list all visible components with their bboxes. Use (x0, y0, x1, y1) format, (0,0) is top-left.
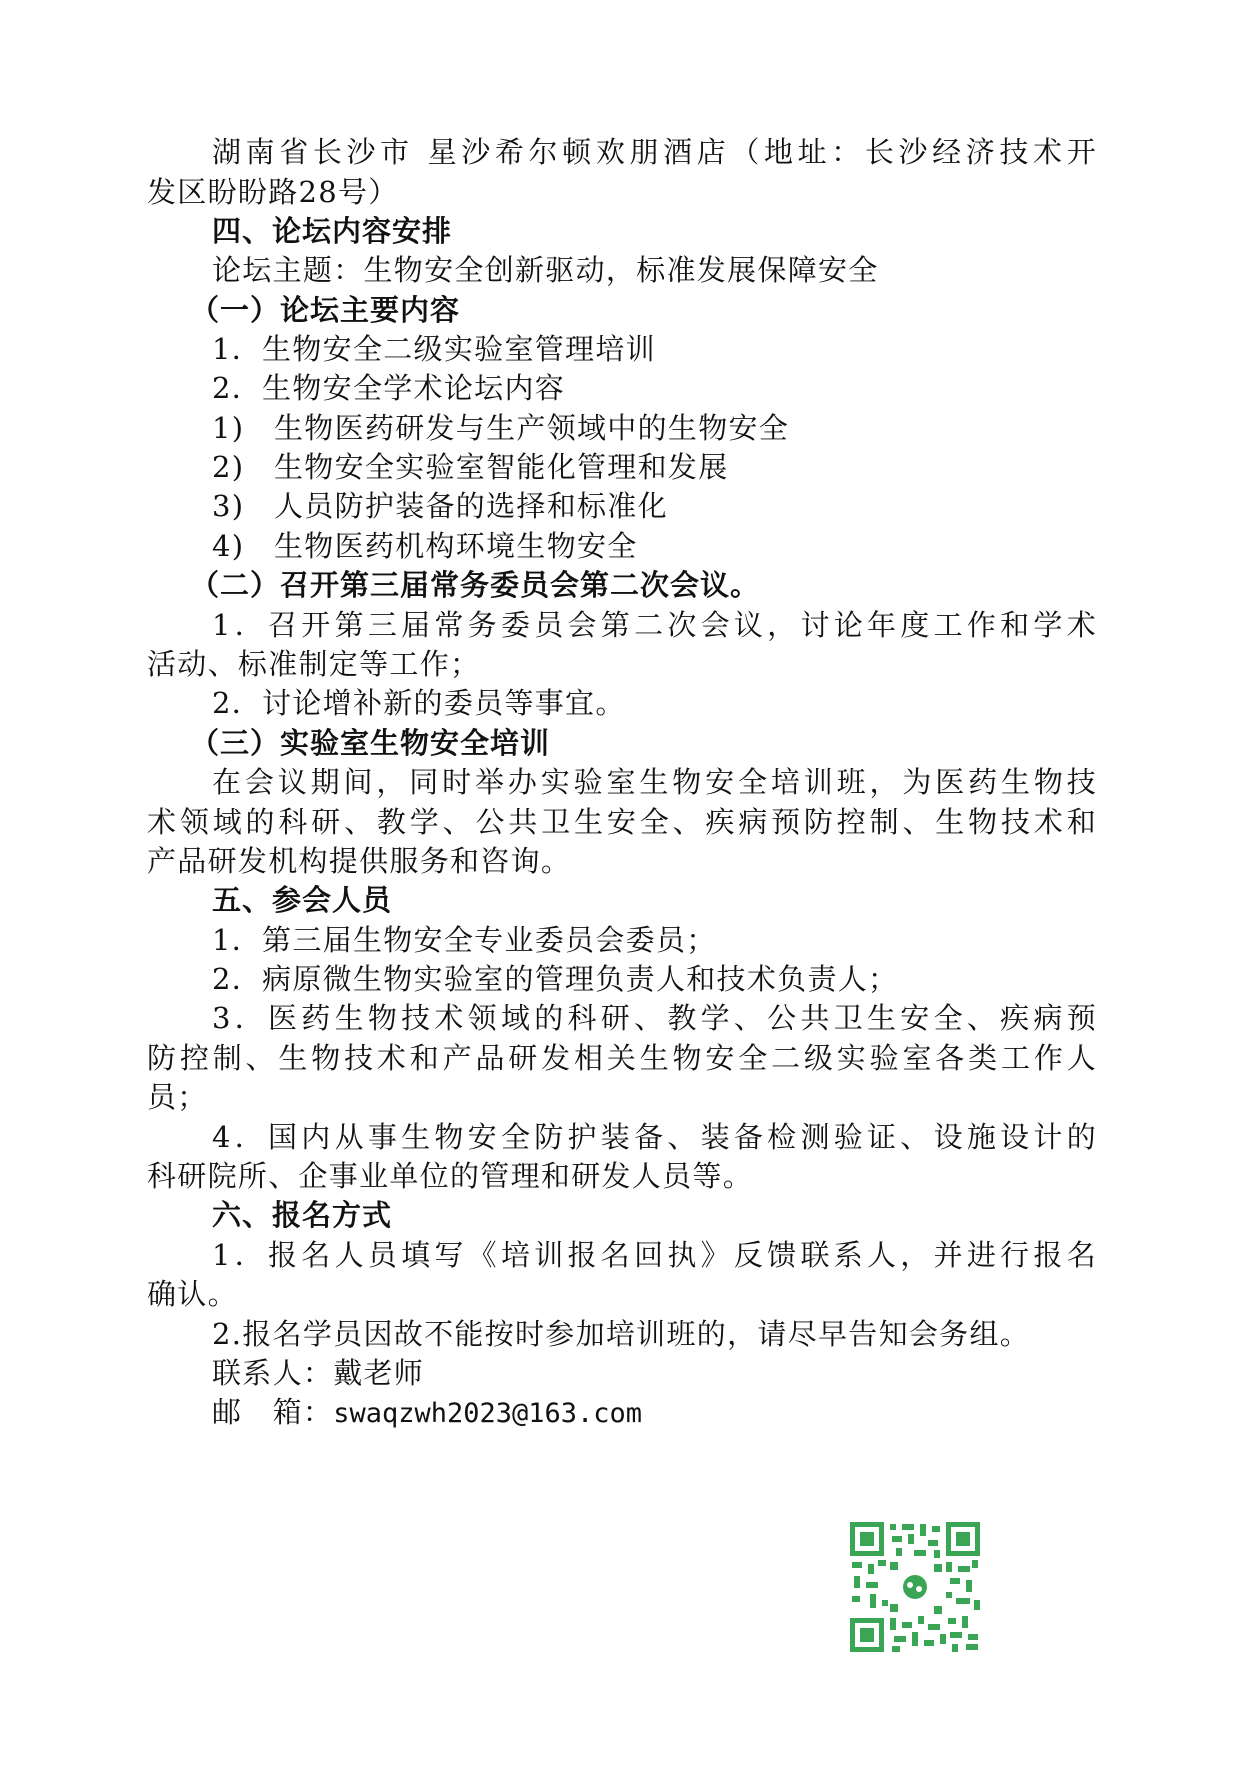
topic-item (212, 408, 1162, 448)
topic-text: 生物医药研发与生产领域中的生物安全 (274, 411, 790, 445)
attendee-item-3-line-2: 防控制、生物技术和产品研发相关生物安全二级实验室各类工作人 (147, 1041, 1097, 1075)
venue-line-2: 发区盼盼路28号） (147, 175, 399, 209)
topic-number: 4) (212, 529, 245, 563)
registration-item-2: 2.报名学员因故不能按时参加培训班的，请尽早告知会务组。 (212, 1317, 1031, 1351)
part-3-heading: （三）实验室生物安全培训 (190, 726, 551, 760)
part-3-paragraph-line-1: 在会议期间，同时举办实验室生物安全培训班，为医药生物技 (212, 765, 1097, 799)
topic-number: 3) (212, 489, 245, 523)
topic-number: 2) (212, 450, 245, 484)
topic-item (212, 526, 1162, 566)
section-4-heading: 四、论坛内容安排 (212, 214, 453, 248)
attendee-item-4-line-1: 4．国内从事生物安全防护装备、装备检测验证、设施设计的 (212, 1120, 1097, 1154)
part-2-item-1-line-1: 1．召开第三届常务委员会第二次会议，讨论年度工作和学术 (212, 608, 1097, 642)
email-label: 邮 箱： (212, 1395, 334, 1429)
topic-number: 1) (212, 411, 245, 445)
part-3-paragraph-line-3: 产品研发机构提供服务和咨询。 (147, 844, 572, 878)
section-6-heading: 六、报名方式 (212, 1198, 393, 1232)
attendee-item-2: 2．病原微生物实验室的管理负责人和技术负责人； (212, 962, 899, 996)
part-1-heading: （一）论坛主要内容 (190, 293, 461, 327)
attendee-item-3-line-3: 员； (147, 1080, 208, 1114)
topic-item (212, 486, 1162, 526)
registration-item-1-line-2: 确认。 (147, 1277, 238, 1311)
venue-line-1: 湖南省长沙市 星沙希尔顿欢朋酒店（地址：长沙经济技术开 (212, 135, 1097, 169)
topic-text: 生物医药机构环境生物安全 (274, 529, 638, 563)
part-3-paragraph-line-2: 术领域的科研、教学、公共卫生安全、疾病预防控制、生物技术和 (147, 805, 1097, 839)
attendee-item-3-line-1: 3．医药生物技术领域的科研、教学、公共卫生安全、疾病预 (212, 1001, 1097, 1035)
attendee-item-4-line-2: 科研院所、企事业单位的管理和研发人员等。 (147, 1159, 754, 1193)
attendee-item-1: 1．第三届生物安全专业委员会委员； (212, 923, 717, 957)
part-1-item-1: 1．生物安全二级实验室管理培训 (212, 332, 656, 366)
topic-text: 人员防护装备的选择和标准化 (274, 489, 668, 523)
email-address[interactable]: swaqzwh2023@163.com (333, 1398, 643, 1429)
part-1-item-2: 2．生物安全学术论坛内容 (212, 371, 566, 405)
qr-code-icon[interactable] (848, 1520, 982, 1654)
topic-text: 生物安全实验室智能化管理和发展 (274, 450, 729, 484)
part-2-item-2: 2．讨论增补新的委员等事宜。 (212, 686, 626, 720)
part-2-heading: （二）召开第三届常务委员会第二次会议。 (190, 568, 761, 602)
part-2-item-1-line-2: 活动、标准制定等工作； (147, 647, 481, 681)
registration-item-1-line-1: 1．报名人员填写《培训报名回执》反馈联系人，并进行报名 (212, 1238, 1097, 1272)
email-line (212, 1392, 1162, 1434)
section-5-heading: 五、参会人员 (212, 883, 393, 917)
forum-theme: 论坛主题：生物安全创新驱动，标准发展保障安全 (212, 253, 879, 287)
contact-person: 联系人：戴老师 (212, 1356, 425, 1390)
topic-item (212, 447, 1162, 487)
